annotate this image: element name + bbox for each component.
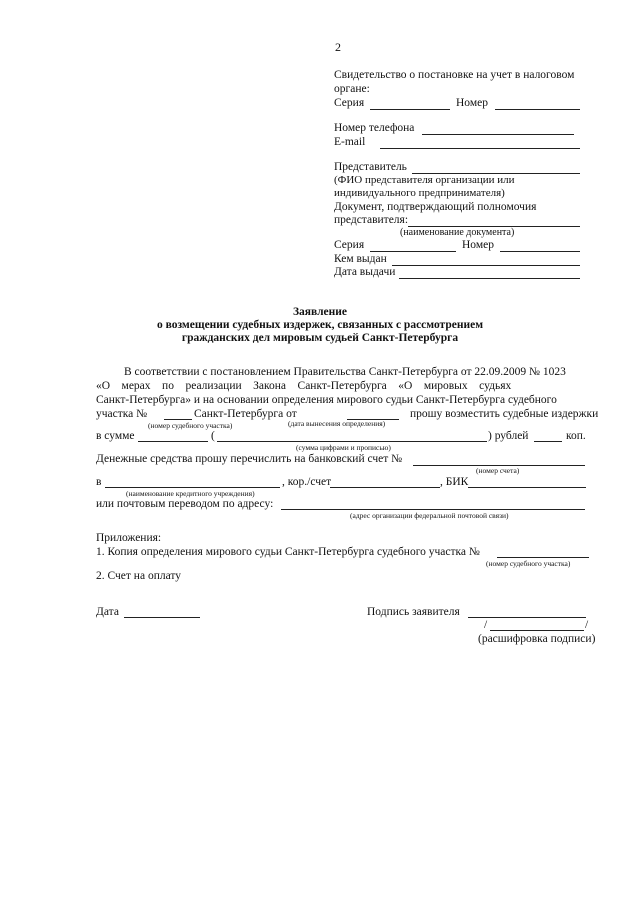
sum-paren-open: (: [211, 430, 215, 442]
series-label: Серия: [334, 97, 365, 109]
rep-hint-1: (ФИО представителя организации или: [334, 174, 515, 186]
body-line-2: «О мерах по реализации Закона Санкт-Петербурга «О мировых судьях: [96, 380, 512, 392]
number-field[interactable]: [495, 109, 580, 110]
court-number-hint: (номер судебного участка): [148, 421, 233, 430]
attachment-hint: (номер судебного участка): [486, 559, 571, 568]
attachment-item-2: 2. Счет на оплату: [96, 570, 182, 582]
sum-words-field[interactable]: [217, 441, 487, 442]
representative-label: Представитель: [334, 161, 407, 173]
slash-left: /: [484, 619, 488, 631]
body-line-1: В соответствии с постановлением Правительства Санкт-Петербурга от 22.09.2009 № 1023: [124, 366, 566, 378]
email-label: E-mail: [334, 136, 366, 148]
attachment-court-number-field[interactable]: [497, 557, 589, 558]
issued-by-label: Кем выдан: [334, 253, 387, 265]
decision-date-hint: (дата вынесения определения): [288, 419, 386, 428]
slash-right: /: [585, 619, 589, 631]
date-label: Дата: [96, 606, 119, 618]
body-line-3: Санкт-Петербурга» и на основании определения мирового судьи Санкт-Петербурга судебного: [96, 394, 557, 406]
in-label: в: [96, 476, 102, 488]
phone-field[interactable]: [422, 134, 574, 135]
signature-field[interactable]: [468, 617, 586, 618]
title-line-3: гражданских дел мировым судьей Санкт-Петербурга: [181, 332, 459, 344]
page-number: 2: [335, 40, 341, 54]
sum-digits-field[interactable]: [138, 441, 208, 442]
signature-label: Подпись заявителя: [367, 606, 460, 618]
signature-hint: (расшифровка подписи): [478, 633, 596, 645]
doc-label-1: Документ, подтверждающий полномочия: [334, 201, 537, 213]
bank-name-hint: (наименование кредитного учреждения): [126, 489, 255, 498]
date-field[interactable]: [124, 617, 200, 618]
corr-account-field[interactable]: [330, 487, 440, 488]
postal-hint: (адрес организации федеральной почтовой связи): [350, 511, 509, 520]
attachments-header: Приложения:: [96, 532, 162, 544]
postal-address-field[interactable]: [281, 509, 585, 510]
series2-label: Серия: [334, 239, 365, 251]
postal-label: или почтовым переводом по адресу:: [96, 498, 274, 510]
title-line-2: о возмещении судебных издержек, связанных с рассмотрением: [156, 319, 484, 331]
body-line-4c: прошу возместить судебные издержки: [410, 408, 599, 420]
bank-account-label: Денежные средства прошу перечислить на банковский счет №: [96, 453, 403, 465]
body-line-4a: участка №: [96, 408, 148, 420]
signature-decoding-field[interactable]: [490, 630, 584, 631]
number2-label: Номер: [462, 239, 494, 251]
rep-hint-2: индивидуального предпринимателя): [334, 187, 505, 199]
doc-label-2: представителя:: [334, 214, 409, 226]
series2-field[interactable]: [370, 251, 456, 252]
doc-name-hint: (наименование документа): [400, 227, 515, 238]
tax-cert-label-2: органе:: [334, 83, 370, 95]
series-field[interactable]: [370, 109, 450, 110]
issue-date-label: Дата выдачи: [334, 266, 396, 278]
sum-kop-field[interactable]: [534, 441, 562, 442]
sum-kop-label: коп.: [566, 430, 586, 442]
number2-field[interactable]: [500, 251, 580, 252]
bik-field[interactable]: [468, 487, 586, 488]
issue-date-field[interactable]: [399, 278, 580, 279]
sum-rub-label: ) рублей: [488, 430, 529, 442]
tax-cert-label: Свидетельство о постановке на учет в налоговом: [334, 69, 575, 81]
court-number-field[interactable]: [164, 419, 192, 420]
number-label: Номер: [456, 97, 488, 109]
email-field[interactable]: [380, 148, 580, 149]
attachment-item-1: 1. Копия определения мирового судьи Санкт-Петербурга судебного участка №: [96, 546, 480, 558]
issued-by-field[interactable]: [392, 265, 580, 266]
corr-account-label: , кор./счет: [282, 476, 332, 488]
phone-label: Номер телефона: [334, 122, 415, 134]
bik-label: , БИК: [440, 476, 469, 488]
title-line-1: Заявление: [292, 306, 347, 318]
account-hint: (номер счета): [476, 466, 520, 475]
bank-name-field[interactable]: [105, 487, 280, 488]
body-line-4b: Санкт-Петербурга от: [194, 408, 297, 420]
sum-hint: (сумма цифрами и прописью): [296, 443, 391, 452]
sum-label: в сумме: [96, 430, 135, 442]
